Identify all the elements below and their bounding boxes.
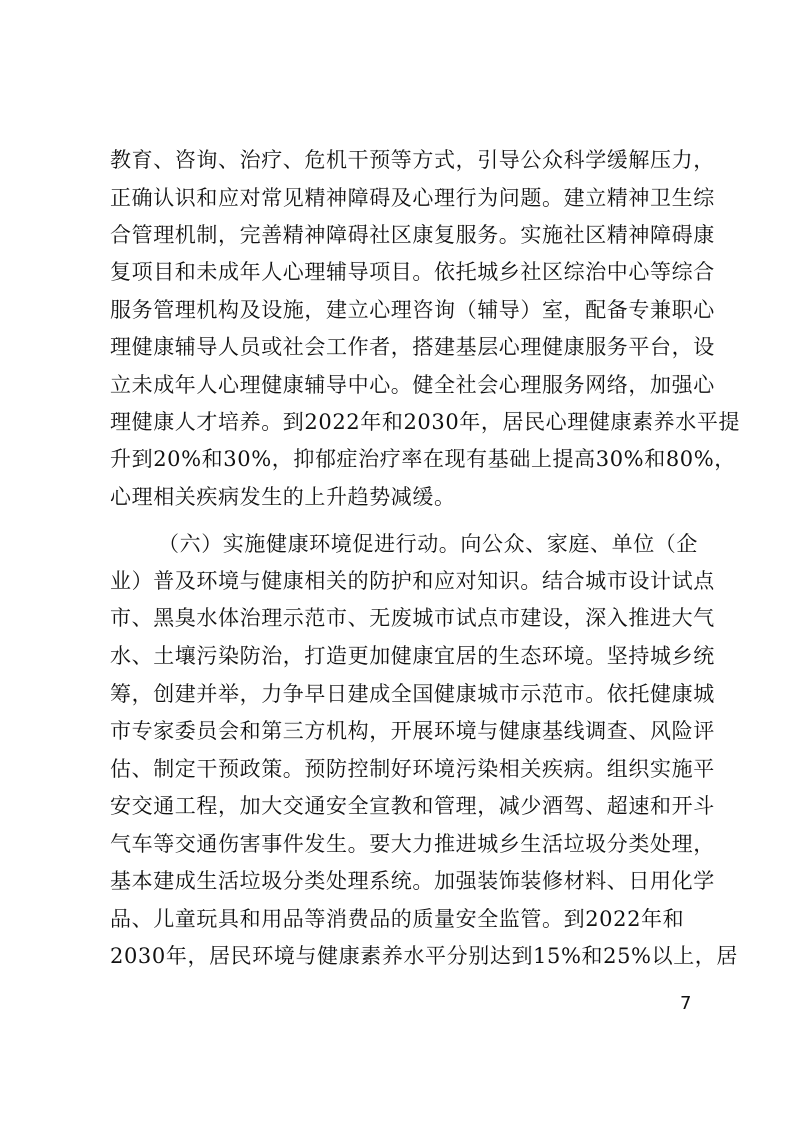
text-line-3: 合管理机制，完善精神障碍社区康复服务。实施社区精神障碍康 <box>110 223 715 247</box>
text-line-19: 气车等交通伤害事件发生。要大力推进城乡生活垃圾分类处理， <box>110 832 715 856</box>
text-line-16: 市专家委员会和第三方机构，开展环境与健康基线调查、风险评 <box>110 719 715 743</box>
text-line-5: 服务管理机构及设施，建立心理咨询（辅导）室，配备专兼职心 <box>110 298 715 322</box>
text-line-22: 2030年，居民环境与健康素养水平分别达到15%和25%以上，居 <box>110 944 738 968</box>
text-line-10: 心理相关疾病发生的上升趋势减缓。 <box>110 485 456 509</box>
text-line-7: 立未成年人心理健康辅导中心。健全社会心理服务网络，加强心 <box>110 373 715 397</box>
text-line-15: 筹，创建并举，力争早日建成全国健康城市示范市。依托健康城 <box>110 682 715 706</box>
page-number: 7 <box>680 993 692 1014</box>
text-line-9: 升到20%和30%，抑郁症治疗率在现有基础上提高30%和80%， <box>110 447 736 471</box>
text-line-20: 基本建成生活垃圾分类处理系统。加强装饰装修材料、日用化学 <box>110 869 715 893</box>
text-line-2: 正确认识和应对常见精神障碍及心理行为问题。建立精神卫生综 <box>110 186 715 210</box>
text-line-8: 理健康人才培养。到2022年和2030年，居民心理健康素养水平提 <box>110 410 741 434</box>
text-line-4: 复项目和未成年人心理辅导项目。依托城乡社区综治中心等综合 <box>110 260 715 284</box>
text-line-21: 品、儿童玩具和用品等消费品的质量安全监管。到2022年和 <box>110 907 685 931</box>
text-line-13: 市、黑臭水体治理示范市、无废城市试点市建设，深入推进大气 <box>110 606 715 630</box>
text-line-12: 业）普及环境与健康相关的防护和应对知识。结合城市设计试点 <box>110 569 715 593</box>
text-line-14: 水、土壤污染防治，打造更加健康宜居的生态环境。坚持城乡统 <box>110 644 715 668</box>
text-line-18: 安交通工程，加大交通安全宣教和管理，减少酒驾、超速和开斗 <box>110 794 715 818</box>
text-line-6: 理健康辅导人员或社会工作者，搭建基层心理健康服务平台，设 <box>110 335 715 359</box>
section-heading-line: （六）实施健康环境促进行动。向公众、家庭、单位（企 <box>158 532 698 556</box>
text-line-1: 教育、咨询、治疗、危机干预等方式，引导公众科学缓解压力， <box>110 148 715 172</box>
text-line-17: 估、制定干预政策。预防控制好环境污染相关疾病。组织实施平 <box>110 757 715 781</box>
